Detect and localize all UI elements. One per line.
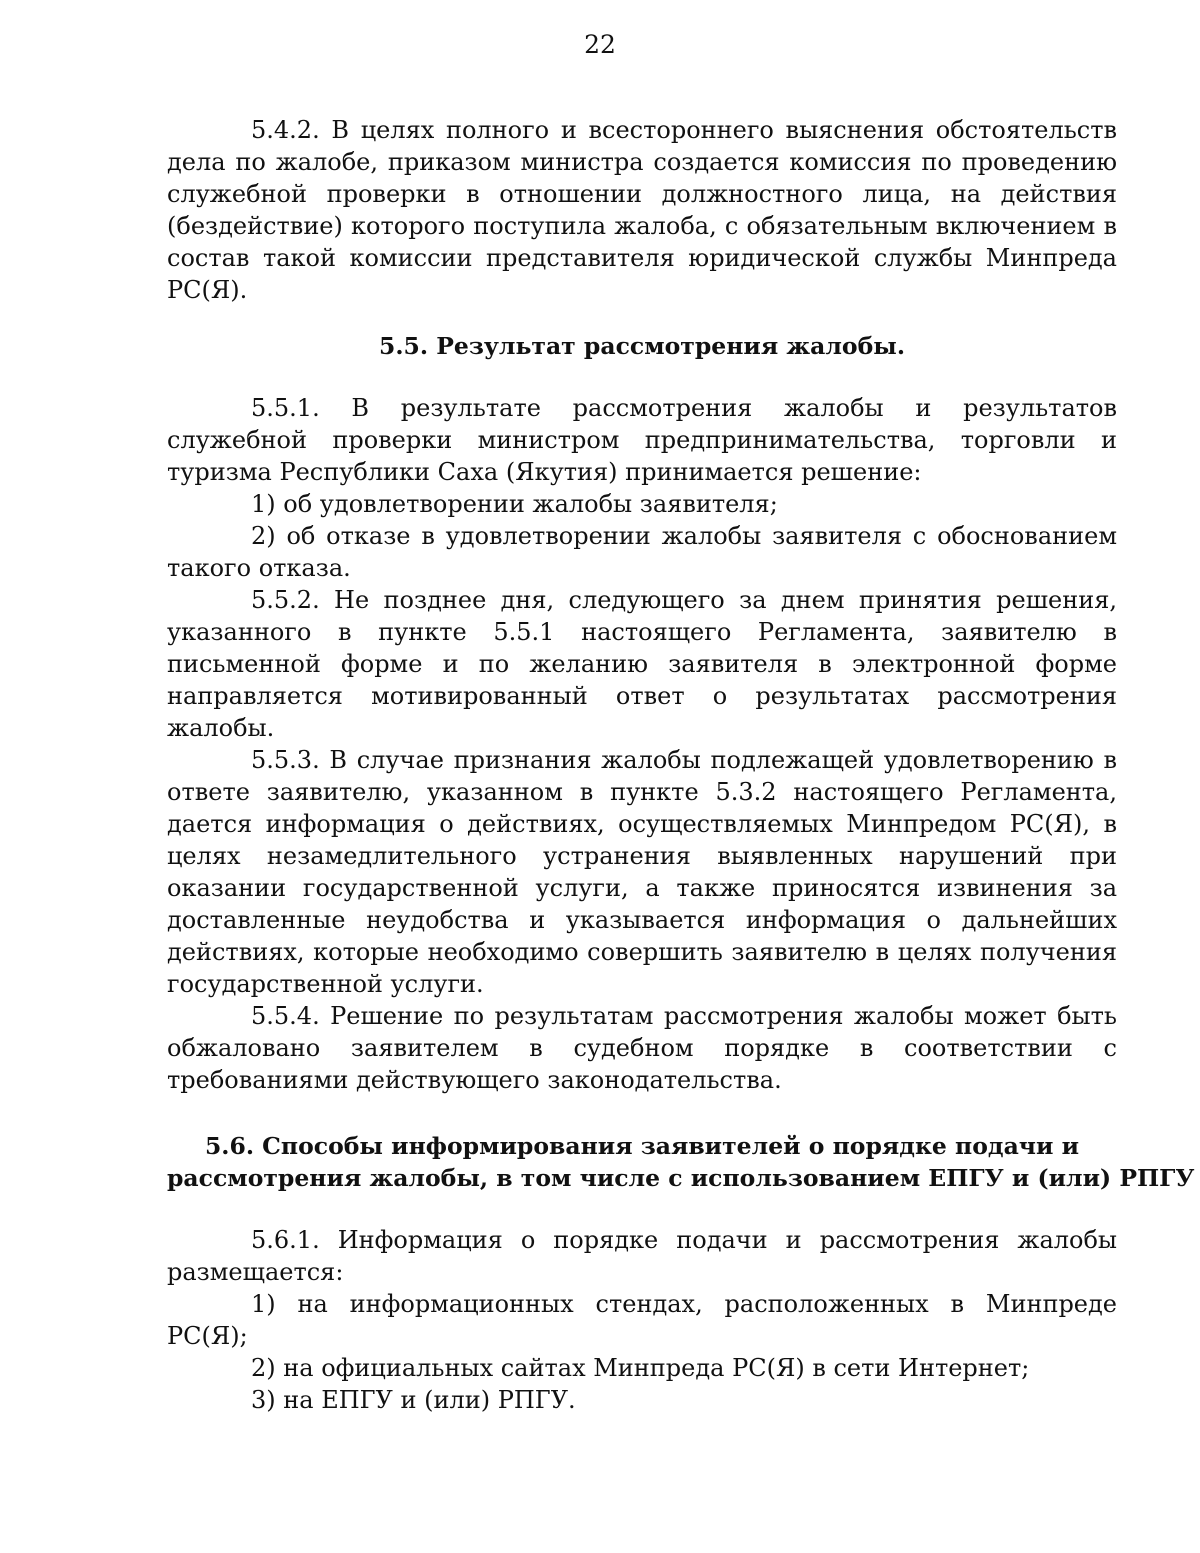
list-item-5-6-1-2: 2) на официальных сайтах Минпреда РС(Я) в сети Интернет;: [251, 1354, 1030, 1382]
section-heading-5-5: 5.5. Результат рассмотрения жалобы.: [378, 332, 906, 360]
list-item-5-5-1-2: 2) об отказе в удовлетворении жалобы заявителя с обоснованием такого отказа.: [167, 522, 1117, 582]
paragraph-5-5-4: 5.5.4. Решение по результатам рассмотрения жалобы может быть обжаловано заявителем в судебном порядке в соответствии с требованиями действующего законодательства.: [167, 1002, 1117, 1094]
paragraph-5-4-2: 5.4.2. В целях полного и всестороннего выяснения обстоятельств дела по жалобе, приказом министра создается комиссия по проведению служебной проверки в отношении должностного лица, на действия (бездействие) которого поступила жалоба, с обязательным включением в состав такой комиссии представителя юридической службы Минпреда РС(Я).: [167, 116, 1117, 304]
paragraph-5-5-1: 5.5.1. В результате рассмотрения жалобы и результатов служебной проверки министром предпринимательства, торговли и туризма Республики Саха (Якутия) принимается решение:: [167, 394, 1117, 486]
section-heading-5-6-line-2: рассмотрения жалобы, в том числе с использованием ЕПГУ и (или) РПГУ: [167, 1164, 1195, 1192]
list-item-5-5-1-1: 1) об удовлетворении жалобы заявителя;: [251, 490, 778, 518]
page-number: 22: [584, 30, 616, 59]
section-heading-5-6-line-1: 5.6. Способы информирования заявителей о порядке подачи и: [204, 1132, 1080, 1160]
section-heading-5-6: [167, 1130, 1195, 1194]
paragraph-5-5-3: 5.5.3. В случае признания жалобы подлежащей удовлетворению в ответе заявителю, указанном в пункте 5.3.2 настоящего Регламента, дается информация о действиях, осуществляемых Минпредом РС(Я), в целях незамедлительного устранения выявленных нарушений при оказании государственной услуги, а также приносятся извинения за доставленные неудобства и указывается информация о дальнейших действиях, которые необходимо совершить заявителю в целях получения государственной услуги.: [167, 746, 1117, 998]
paragraph-5-6-1: 5.6.1. Информация о порядке подачи и рассмотрения жалобы размещается:: [167, 1226, 1117, 1286]
document-body: [167, 114, 1195, 1416]
list-item-5-6-1-3: 3) на ЕПГУ и (или) РПГУ.: [251, 1386, 576, 1414]
list-item-5-6-1-1: 1) на информационных стендах, расположенных в Минпреде РС(Я);: [167, 1290, 1117, 1350]
paragraph-5-5-2: 5.5.2. Не позднее дня, следующего за днем принятия решения, указанного в пункте 5.5.1 настоящего Регламента, заявителю в письменной форме и по желанию заявителя в электронной форме направляется мотивированный ответ о результатах рассмотрения жалобы.: [167, 586, 1117, 742]
